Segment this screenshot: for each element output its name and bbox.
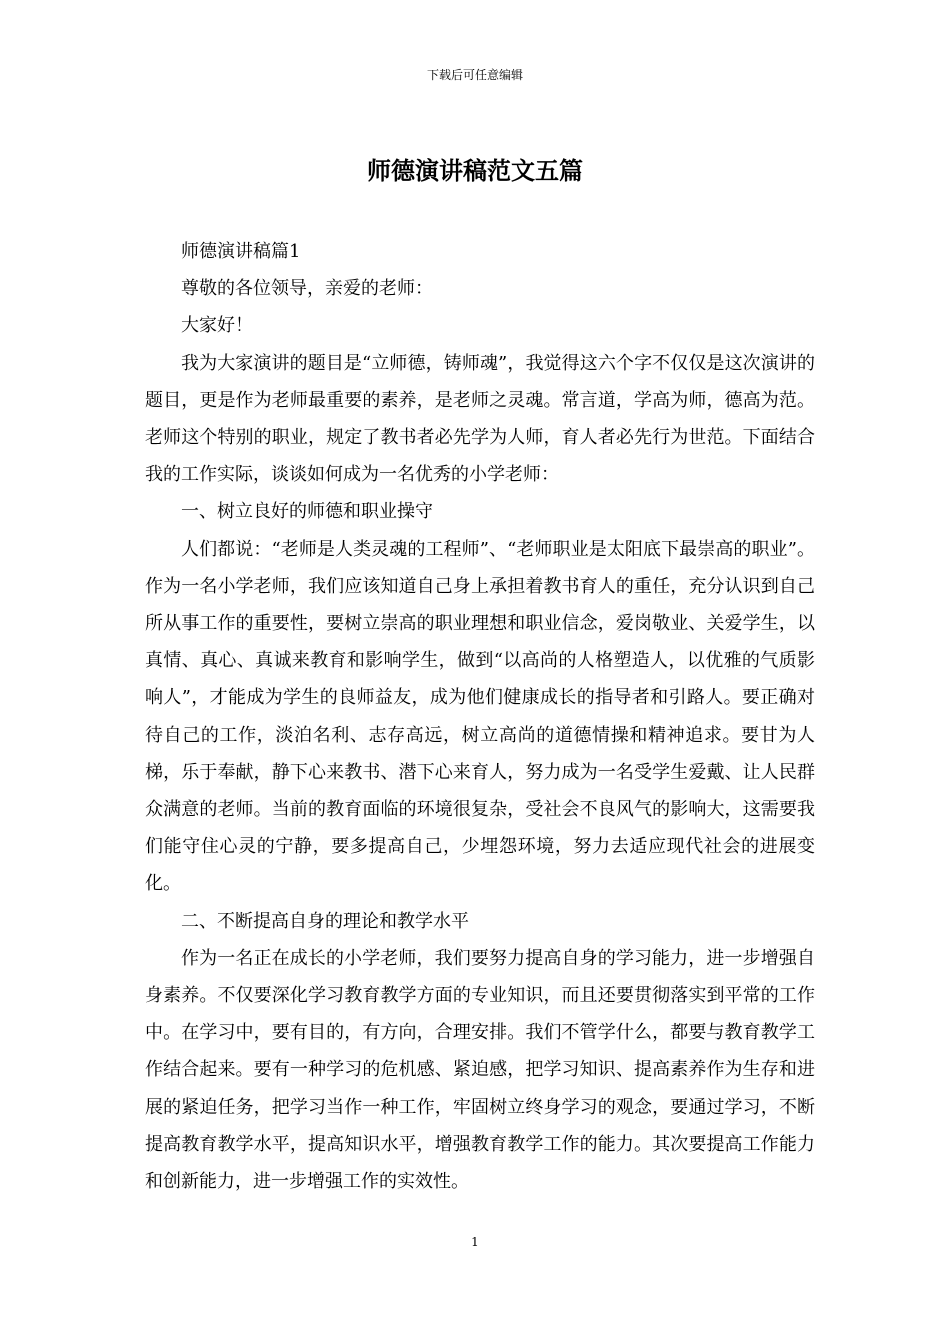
body-paragraph: 人们都说：“老师是人类灵魂的工程师”、“老师职业是太阳底下最崇高的职业”。作为一名小学老师，我们应该知道自己身上承担着教书育人的重任，充分认识到自己所从事工作的重要性，要树立崇高的职业理想和职业信念，爱岗敬业、关爱学生，以真情、真心、真诚来教育和影响学生，做到“以高尚的人格塑造人，以优雅的气质影响人”，才能成为学生的良师益友，成为他们健康成长的指导者和引路人。要正确对待自己的工作，淡泊名利、志存高远，树立高尚的道德情操和精神追求。要甘为人梯，乐于奉献，静下心来教书、潜下心来育人，努力成为一名受学生爱戴、让人民群众满意的老师。当前的教育面临的环境很复杂，受社会不良风气的影响大，这需要我们能守住心灵的宁静，要多提高自己，少埋怨环境，努力去适应现代社会的进展变化。 [145,538,815,895]
page-header-note: 下载后可任意编辑 [426,68,523,82]
document-title: 师德演讲稿范文五篇 [367,156,583,185]
subsection-heading: 一、树立良好的师德和职业操守 [181,501,433,523]
section-heading: 师德演讲稿篇1 [181,241,301,262]
body-paragraph: 作为一名正在成长的小学老师，我们要努力提高自身的学习能力，进一步增强自身素养。不仅要深化学习教育教学方面的专业知识，而且还要贯彻落实到平常的工作中。在学习中，要有目的，有方向，合理安排。我们不管学什么，都要与教育教学工作结合起来。要有一种学习的危机感、紧迫感，把学习知识、提高素养作为生存和进展的紧迫任务，把学习当作一种工作，牢固树立终身学习的观念，要通过学习，不断提高教育教学水平，提高知识水平，增强教育教学工作的能力。其次要提高工作能力和创新能力，进一步增强工作的实效性。 [145,947,815,1193]
subsection-heading: 二、不断提高自身的理论和教学水平 [181,910,469,932]
greeting: 大家好！ [181,315,253,337]
page-number: 1 [471,1235,479,1249]
document-body [145,233,815,1200]
body-paragraph: 我为大家演讲的题目是“立师德，铸师魂”，我觉得这六个字不仅仅是这次演讲的题目，更是作为老师最重要的素养，是老师之灵魂。常言道，学高为师，德高为范。老师这个特别的职业，规定了教书者必先学为人师，育人者必先行为世范。下面结合我的工作实际，谈谈如何成为一名优秀的小学老师： [145,352,815,486]
salutation: 尊敬的各位领导，亲爱的老师： [181,278,433,300]
